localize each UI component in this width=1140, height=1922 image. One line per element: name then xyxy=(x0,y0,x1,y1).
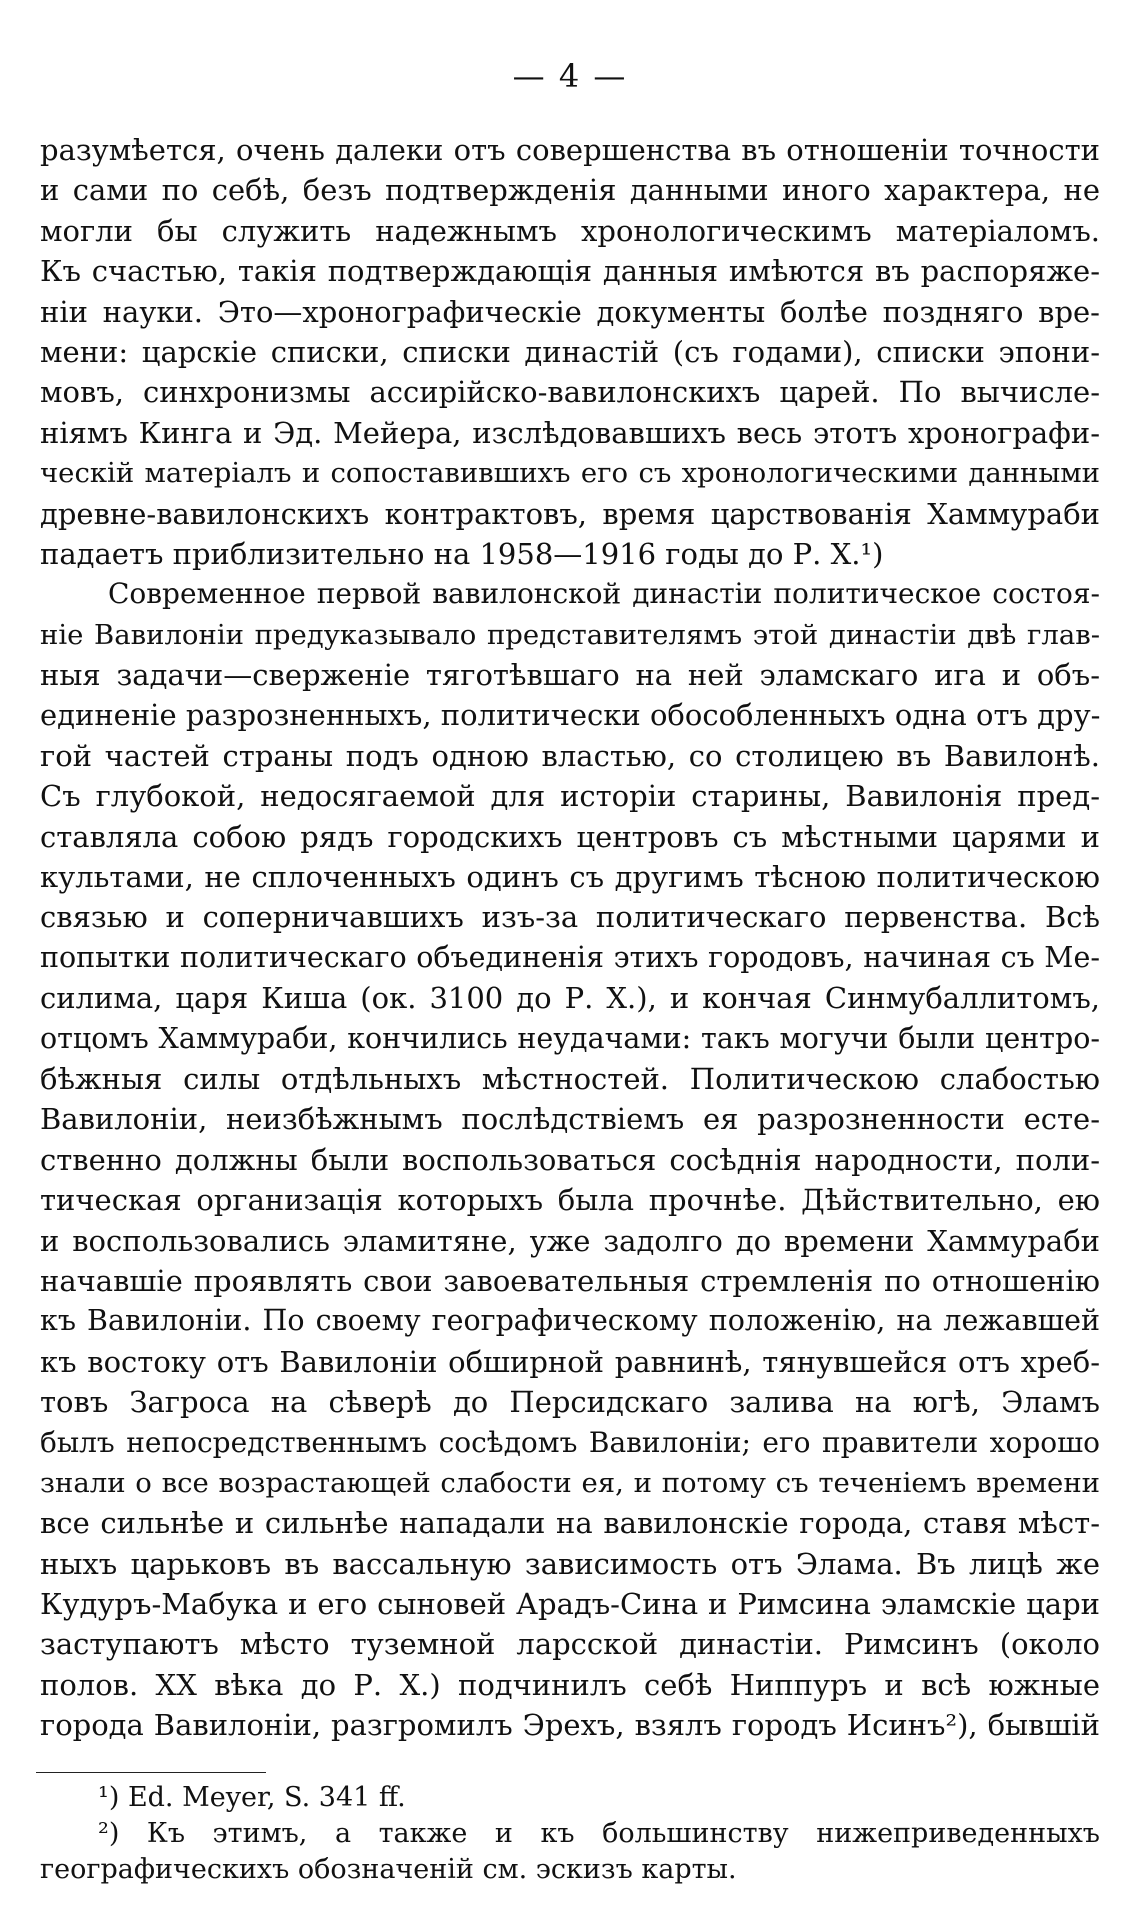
text-line: бѣжныя силы отдѣльныхъ мѣстностей. Политическою слабостью xyxy=(40,1061,1100,1096)
text-line: мовъ, синхронизмы ассирійско-вавилонскихъ царей. По вычисле- xyxy=(40,375,1100,410)
text-line: тическая организація которыхъ была прочнѣе. Дѣйствительно, ею xyxy=(40,1183,1100,1218)
text-line: начавшіе проявлять свои завоевательныя стремленія по отношенію xyxy=(40,1263,1100,1298)
text-line: ныя задачи—сверженіе тяготѣвшаго на ней эламскаго ига и объ- xyxy=(40,658,1100,693)
text-line: падаетъ приблизительно на 1958—1916 годы до Р. Х.¹) xyxy=(40,536,884,571)
text-line: ставляла собою рядъ городскихъ центровъ съ мѣстными царями и xyxy=(40,819,1100,854)
text-line: культами, не сплоченныхъ одинъ съ другимъ тѣсною политическою xyxy=(40,860,1100,895)
text-line: ніямъ Кинга и Эд. Мейера, изслѣдовавшихъ весь этотъ хронографи- xyxy=(40,415,1100,450)
text-line: попытки политическаго объединенія этихъ городовъ, начиная съ Ме- xyxy=(40,940,1100,974)
text-line: ственно должны были воспользоваться сосѣднія народности, поли- xyxy=(40,1142,1100,1177)
text-line: заступаютъ мѣсто туземной ларсской династіи. Римсинъ (около xyxy=(40,1627,1100,1662)
text-line: былъ непосредственнымъ сосѣдомъ Вавилоніи; его правители хорошо xyxy=(40,1425,1100,1459)
text-line: могли бы служить надежнымъ хронологическимъ матеріаломъ. xyxy=(40,213,1100,248)
text-line: связью и соперничавшихъ изъ-за политическаго первенства. Всѣ xyxy=(40,900,1100,935)
text-line: Съ глубокой, недосягаемой для исторіи старины, Вавилонія пред- xyxy=(40,779,1100,814)
text-line: все сильнѣе и сильнѣе нападали на вавилонскіе города, ставя мѣст- xyxy=(40,1506,1100,1541)
text-line: ныхъ царьковъ въ вассальную зависимость отъ Элама. Въ лицѣ же xyxy=(40,1546,1100,1581)
text-line: Вавилоніи, неизбѣжнымъ послѣдствіемъ ея разрозненности есте- xyxy=(40,1102,1100,1137)
text-line: и сами по себѣ, безъ подтвержденія данными иного характера, не xyxy=(40,173,1100,208)
text-line: полов. XX вѣка до Р. Х.) подчинилъ себѣ Ниппуръ и всѣ южные xyxy=(40,1667,1100,1702)
text-line: ческій матеріалъ и сопоставившихъ его съ хронологическими данными xyxy=(40,457,1100,490)
text-line: Къ счастью, такія подтверждающія данныя имѣются въ распоряже- xyxy=(40,254,1100,289)
text-line: и воспользовались эламитяне, уже задолго до времени Хаммураби xyxy=(40,1223,1100,1258)
footnote-1: ¹) Ed. Meyer, S. 341 ff. xyxy=(98,1782,406,1813)
footnotes xyxy=(40,1780,1100,1888)
footnote-2-continuation: географическихъ обозначеній см. эскизъ карты. xyxy=(40,1854,737,1885)
page-number: — 4 — xyxy=(512,57,628,95)
text-line: товъ Загроса на сѣверѣ до Персидскаго залива на югѣ, Эламъ xyxy=(40,1385,1100,1420)
text-line: гой частей страны подъ одною властью, со столицею въ Вавилонѣ. xyxy=(40,738,1100,773)
footnote-divider xyxy=(36,1772,266,1773)
text-line: къ Вавилоніи. По своему географическому положенію, на лежавшей xyxy=(40,1304,1100,1338)
text-line: единеніе разрозненныхъ, политически обособленныхъ одна отъ дру- xyxy=(40,698,1100,733)
text-line: къ востоку отъ Вавилоніи обширной равнинѣ, тянувшейся отъ хреб- xyxy=(40,1344,1100,1379)
footnote-2: ²) Къ этимъ, а также и къ большинству нижеприведенныхъ xyxy=(98,1818,1100,1849)
text-line: древне-вавилонскихъ контрактовъ, время царствованія Хаммураби xyxy=(40,496,1100,531)
text-line: отцомъ Хаммураби, кончились неудачами: такъ могучи были центро- xyxy=(40,1021,1100,1055)
body-text xyxy=(40,130,1100,1746)
text-line: ніе Вавилоніи предуказывало представителямъ этой династіи двѣ глав- xyxy=(40,618,1100,651)
text-line: города Вавилоніи, разгромилъ Эрехъ, взялъ городъ Исинъ²), бывшій xyxy=(40,1708,1100,1743)
text-line: ніи науки. Это—хронографическіе документы болѣе поздняго вре- xyxy=(40,294,1100,329)
text-line: разумѣется, очень далеки отъ совершенства въ отношеніи точности xyxy=(40,133,1100,167)
text-line: силима, царя Киша (ок. 3100 до Р. Х.), и кончая Синмубаллитомъ, xyxy=(40,981,1100,1016)
text-line: знали о все возрастающей слабости ея, и потому съ теченіемъ времени xyxy=(40,1466,1100,1499)
text-line: мени: царскіе списки, списки династій (съ годами), списки эпони- xyxy=(40,334,1100,369)
text-line: Современное первой вавилонской династіи политическое состоя- xyxy=(108,577,1100,611)
text-line: Кудуръ-Мабука и его сыновей Арадъ-Сина и Римсина эламскіе цари xyxy=(40,1587,1100,1622)
